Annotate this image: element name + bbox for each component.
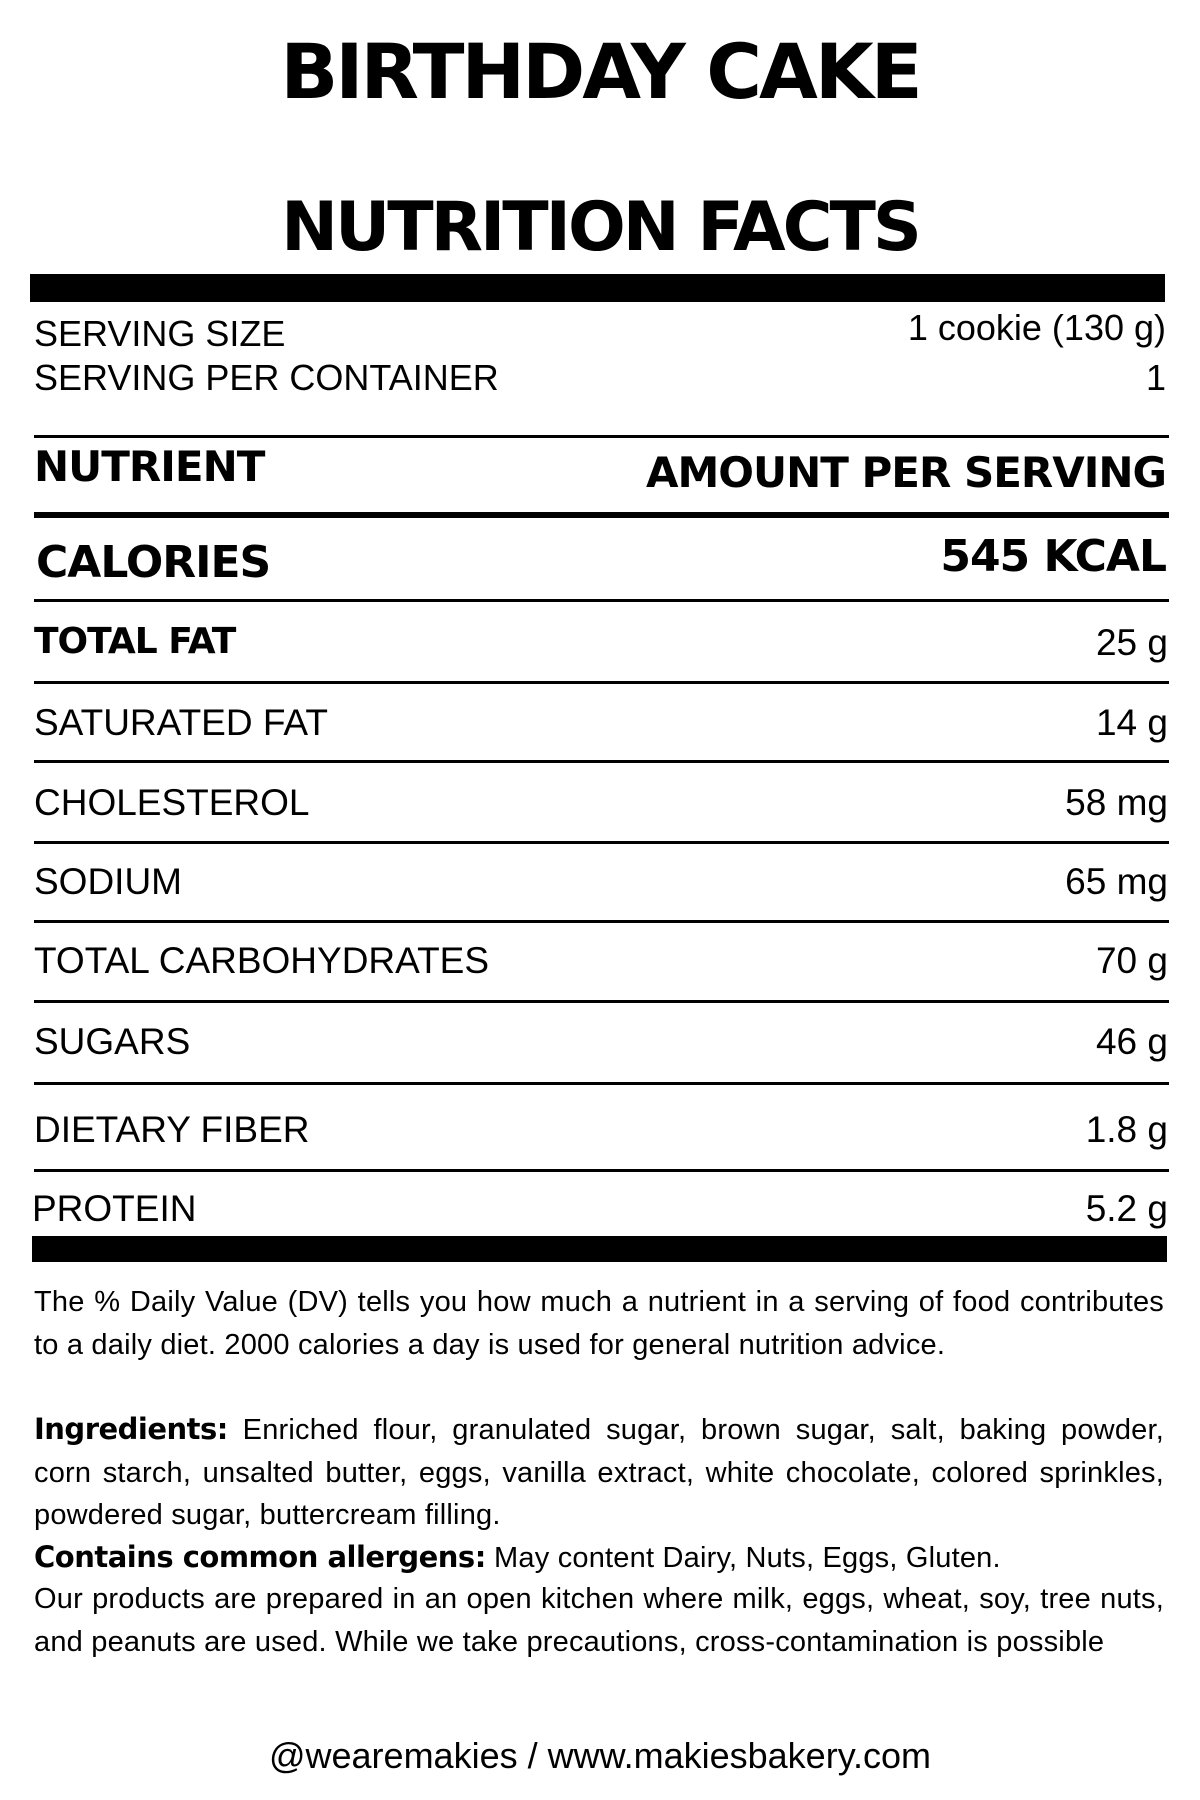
amount-column-header: AMOUNT PER SERVING: [645, 448, 1166, 497]
ingredients-label: Ingredients:: [34, 1412, 228, 1446]
nutrient-label: TOTAL FAT: [34, 621, 236, 662]
nutrient-label: TOTAL CARBOHYDRATES: [34, 940, 490, 981]
divider: [34, 681, 1169, 684]
footer-contact: @wearemakies / www.makiesbakery.com: [268, 1735, 932, 1776]
divider: [34, 1169, 1169, 1172]
nutrient-value: 14 g: [1095, 702, 1168, 743]
nutrient-value: 46 g: [1095, 1021, 1168, 1062]
nutrient-label: SODIUM: [34, 861, 182, 902]
nutrient-label: DIETARY FIBER: [34, 1109, 310, 1150]
divider: [34, 1000, 1169, 1003]
divider: [34, 920, 1169, 923]
nutrient-label: SATURATED FAT: [34, 702, 328, 743]
nutrient-value: 5.2 g: [1085, 1188, 1168, 1229]
divider: [34, 760, 1169, 763]
divider: [34, 1082, 1169, 1085]
nutrient-value: 65 mg: [1065, 861, 1168, 902]
allergens-text: May content Dairy, Nuts, Eggs, Gluten.: [485, 1542, 1001, 1574]
divider-thick: [34, 512, 1169, 518]
serving-size-label: SERVING SIZE: [34, 313, 286, 354]
nutrient-value: 25 g: [1095, 622, 1168, 663]
allergens-label: Contains common allergens:: [34, 1540, 486, 1574]
nutrient-column-header: NUTRIENT: [34, 442, 265, 491]
servings-per-container-value: 1: [1145, 357, 1166, 398]
product-title: BIRTHDAY CAKE: [280, 27, 920, 116]
serving-size-value: 1 cookie (130 g): [907, 307, 1166, 348]
nutrient-value: 70 g: [1095, 940, 1168, 981]
kitchen-note: Our products are prepared in an open kitchen where milk, eggs, wheat, soy, tree nuts, and peanuts are used. While we take precautions, cross-contamination is possible: [34, 1583, 1164, 1658]
calories-label: CALORIES: [36, 537, 271, 588]
ingredients-text: Enriched flour, granulated sugar, brown sugar, salt, baking powder, corn starch, unsalted butter, eggs, vanilla extract, white chocolate, colored sprinkles, powdered sugar, buttercream filling.: [34, 1414, 1164, 1531]
allergens-paragraph: [34, 1536, 1164, 1580]
divider: [34, 599, 1169, 602]
top-thick-bar: [30, 274, 1165, 302]
bottom-thick-bar: [32, 1236, 1167, 1262]
nutrition-facts-heading: NUTRITION FACTS: [281, 188, 919, 267]
daily-value-note: The % Daily Value (DV) tells you how much a nutrient in a serving of food contributes to a daily diet. 2000 calories a day is used for general nutrition advice.: [34, 1286, 1164, 1361]
divider: [34, 841, 1169, 844]
calories-value: 545 KCAL: [940, 531, 1166, 582]
nutrient-label: CHOLESTEROL: [34, 782, 310, 823]
ingredients-paragraph: [34, 1408, 1164, 1537]
servings-per-container-label: SERVING PER CONTAINER: [34, 357, 499, 398]
nutrient-value: 1.8 g: [1085, 1109, 1168, 1150]
nutrient-value: 58 mg: [1065, 782, 1168, 823]
divider: [34, 435, 1169, 438]
nutrient-label: PROTEIN: [32, 1188, 197, 1229]
nutrient-label: SUGARS: [34, 1021, 191, 1062]
